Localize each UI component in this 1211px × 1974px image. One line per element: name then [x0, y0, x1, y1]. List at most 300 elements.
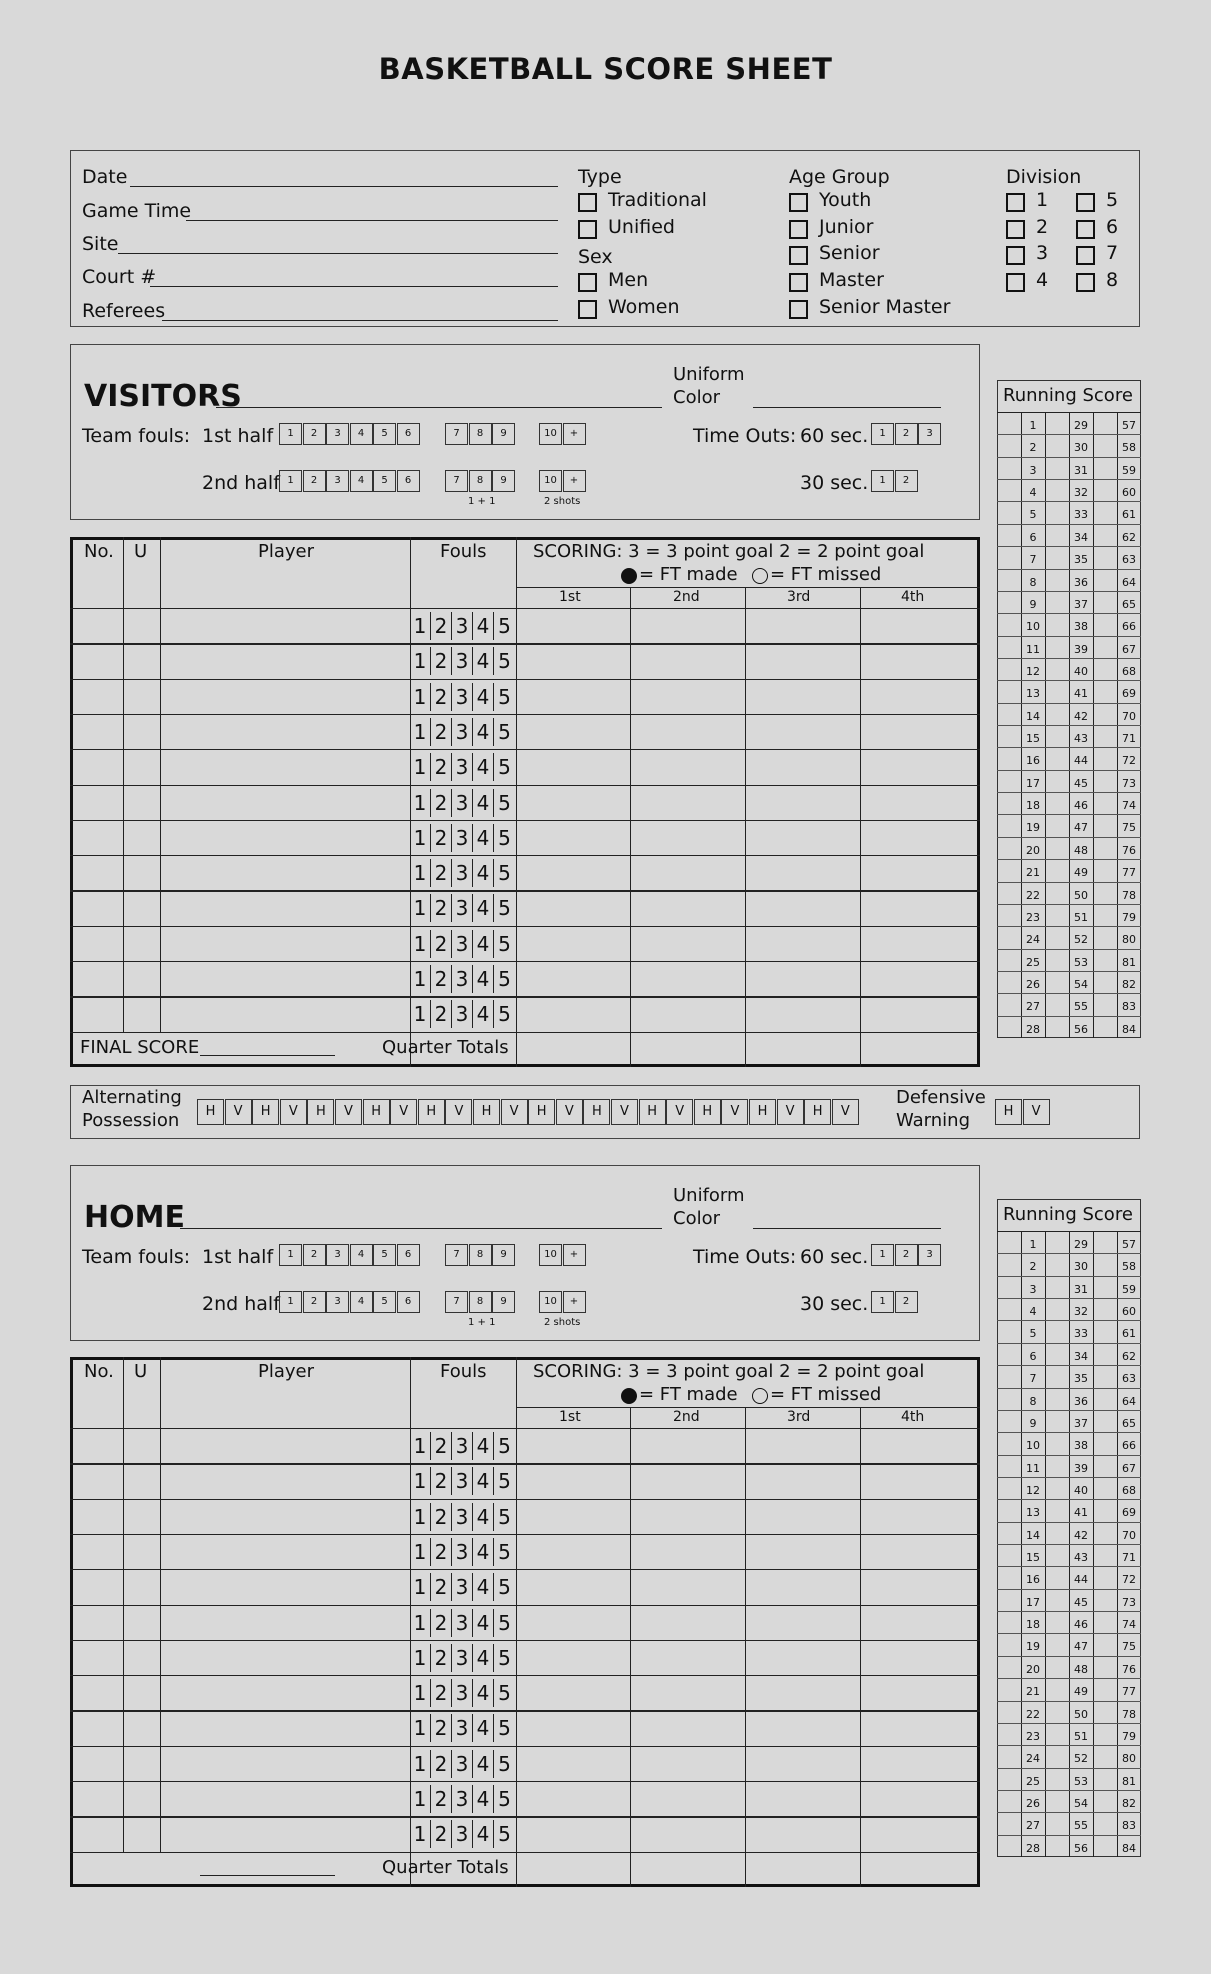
foul-number[interactable]: 4 [473, 612, 494, 640]
visitors-timeout-30-box[interactable]: 2 [895, 470, 918, 492]
foul-number[interactable]: 5 [498, 790, 511, 815]
running-score-number[interactable]: 31 [1074, 1282, 1088, 1296]
running-score-number[interactable]: 69 [1122, 1506, 1136, 1520]
foul-number[interactable]: 1 [410, 965, 431, 993]
foul-number[interactable]: 5 [498, 1645, 511, 1670]
visitors-team-foul-box[interactable]: 8 [469, 423, 492, 445]
visitors-team-foul-box[interactable]: 5 [373, 470, 396, 492]
running-score-number[interactable]: 70 [1122, 709, 1136, 723]
division-option-checkbox[interactable] [1076, 273, 1095, 292]
foul-number[interactable]: 3 [452, 1609, 473, 1637]
visitors-timeout-60-box[interactable]: 1 [871, 423, 894, 445]
running-score-number[interactable]: 82 [1122, 977, 1136, 991]
running-score-number[interactable]: 2 [1029, 1260, 1037, 1274]
home-player-fouls[interactable] [410, 1820, 515, 1848]
running-score-number[interactable]: 64 [1122, 575, 1136, 589]
running-score-number[interactable]: 16 [1026, 1573, 1040, 1587]
running-score-number[interactable]: 19 [1026, 1640, 1040, 1654]
running-score-number[interactable]: 14 [1026, 1528, 1040, 1542]
running-score-number[interactable]: 81 [1122, 1774, 1136, 1788]
foul-number[interactable]: 2 [431, 1714, 452, 1742]
home-uniform-color-line[interactable] [753, 1228, 941, 1229]
possession-box-H[interactable]: H [694, 1099, 721, 1125]
running-score-number[interactable]: 47 [1074, 821, 1088, 835]
running-score-number[interactable]: 38 [1074, 1439, 1088, 1453]
age-option-checkbox[interactable] [789, 246, 808, 265]
foul-number[interactable]: 3 [452, 965, 473, 993]
running-score-number[interactable]: 68 [1122, 1483, 1136, 1497]
visitors-player-fouls[interactable] [410, 789, 515, 817]
running-score-number[interactable]: 67 [1122, 642, 1136, 656]
division-option-checkbox[interactable] [1006, 273, 1025, 292]
running-score-number[interactable]: 5 [1029, 1327, 1037, 1341]
running-score-number[interactable]: 41 [1074, 687, 1088, 701]
visitors-team-foul-box[interactable]: 4 [350, 423, 373, 445]
foul-number[interactable]: 2 [431, 753, 452, 781]
visitors-timeout-60-box[interactable]: 2 [895, 423, 918, 445]
visitors-player-fouls[interactable] [410, 859, 515, 887]
foul-number[interactable]: 4 [473, 1714, 494, 1742]
home-team-foul-box[interactable]: 3 [326, 1244, 349, 1266]
home-player-fouls[interactable] [410, 1503, 515, 1531]
visitors-team-foul-box[interactable]: 2 [303, 470, 326, 492]
possession-box-H[interactable]: H [749, 1099, 776, 1125]
running-score-number[interactable]: 11 [1026, 1461, 1040, 1475]
visitors-player-fouls[interactable] [410, 1000, 515, 1028]
foul-number[interactable]: 1 [410, 1000, 431, 1028]
visitors-player-fouls[interactable] [410, 753, 515, 781]
visitors-team-foul-box[interactable]: 7 [445, 470, 468, 492]
division-option-checkbox[interactable] [1006, 220, 1025, 239]
running-score-number[interactable]: 80 [1122, 933, 1136, 947]
home-team-foul-box[interactable]: 3 [326, 1291, 349, 1313]
running-score-number[interactable]: 7 [1029, 553, 1037, 567]
division-option-checkbox[interactable] [1076, 246, 1095, 265]
foul-number[interactable]: 4 [473, 1609, 494, 1637]
running-score-number[interactable]: 43 [1074, 732, 1088, 745]
running-score-number[interactable]: 52 [1074, 1752, 1088, 1766]
foul-number[interactable]: 2 [431, 894, 452, 922]
foul-number[interactable]: 2 [431, 1000, 452, 1028]
running-score-number[interactable]: 21 [1026, 1685, 1040, 1699]
running-score-number[interactable]: 4 [1029, 1305, 1037, 1319]
running-score-number[interactable]: 63 [1122, 1372, 1136, 1386]
foul-number[interactable]: 1 [410, 1503, 431, 1531]
running-score-number[interactable]: 60 [1122, 1305, 1136, 1319]
age-option-checkbox[interactable] [789, 273, 808, 292]
visitors-team-foul-box[interactable]: 10 [539, 423, 562, 445]
home-player-fouls[interactable] [410, 1750, 515, 1778]
home-team-name-line[interactable] [180, 1228, 662, 1229]
foul-number[interactable]: 4 [473, 1432, 494, 1460]
running-score-number[interactable]: 57 [1122, 1238, 1136, 1251]
running-score-number[interactable]: 63 [1122, 553, 1136, 567]
foul-number[interactable]: 1 [410, 753, 431, 781]
running-score-number[interactable]: 13 [1026, 1506, 1040, 1520]
running-score-number[interactable]: 35 [1074, 553, 1088, 567]
visitors-team-foul-box[interactable]: + [563, 470, 586, 492]
foul-number[interactable]: 4 [473, 718, 494, 746]
running-score-number[interactable]: 27 [1026, 1819, 1040, 1833]
running-score-number[interactable]: 84 [1122, 1841, 1136, 1855]
foul-number[interactable]: 5 [498, 755, 511, 780]
division-option-checkbox[interactable] [1006, 193, 1025, 212]
visitors-player-fouls[interactable] [410, 824, 515, 852]
running-score-number[interactable]: 50 [1074, 888, 1088, 902]
final-score-line[interactable] [200, 1875, 335, 1876]
foul-number[interactable]: 5 [498, 825, 511, 850]
possession-box-V[interactable]: V [335, 1099, 362, 1125]
foul-number[interactable]: 5 [498, 1539, 511, 1564]
visitors-team-foul-box[interactable]: 6 [397, 470, 420, 492]
visitors-uniform-color-line[interactable] [753, 407, 941, 408]
running-score-number[interactable]: 19 [1026, 821, 1040, 835]
division-option-checkbox[interactable] [1006, 246, 1025, 265]
visitors-player-fouls[interactable] [410, 612, 515, 640]
foul-number[interactable]: 1 [410, 859, 431, 887]
visitors-team-foul-box[interactable]: 4 [350, 470, 373, 492]
running-score-number[interactable]: 29 [1074, 1238, 1088, 1251]
possession-box-H[interactable]: H [528, 1099, 555, 1125]
running-score-number[interactable]: 9 [1029, 597, 1037, 611]
visitors-team-foul-box[interactable]: 5 [373, 423, 396, 445]
running-score-number[interactable]: 20 [1026, 1662, 1040, 1676]
foul-number[interactable]: 1 [410, 718, 431, 746]
running-score-number[interactable]: 39 [1074, 1461, 1088, 1475]
type-option-checkbox[interactable] [578, 193, 597, 212]
foul-number[interactable]: 3 [452, 718, 473, 746]
running-score-number[interactable]: 53 [1074, 955, 1088, 969]
running-score-number[interactable]: 58 [1122, 441, 1136, 455]
running-score-number[interactable]: 3 [1029, 1282, 1037, 1296]
visitors-team-foul-box[interactable]: 10 [539, 470, 562, 492]
running-score-number[interactable]: 33 [1074, 508, 1088, 522]
foul-number[interactable]: 3 [452, 1714, 473, 1742]
home-team-foul-box[interactable]: 5 [373, 1291, 396, 1313]
defensive-warning-box-H[interactable]: H [995, 1099, 1022, 1125]
possession-box-V[interactable]: V [501, 1099, 528, 1125]
running-score-number[interactable]: 59 [1122, 1282, 1136, 1296]
division-option-checkbox[interactable] [1076, 220, 1095, 239]
running-score-number[interactable]: 11 [1026, 642, 1040, 656]
running-score-number[interactable]: 72 [1122, 1573, 1136, 1587]
foul-number[interactable]: 4 [473, 647, 494, 675]
running-score-number[interactable]: 15 [1026, 1551, 1040, 1564]
running-score-number[interactable]: 32 [1074, 486, 1088, 500]
running-score-number[interactable]: 22 [1026, 888, 1040, 902]
foul-number[interactable]: 3 [452, 1000, 473, 1028]
foul-number[interactable]: 3 [452, 789, 473, 817]
possession-box-V[interactable]: V [280, 1099, 307, 1125]
running-score-number[interactable]: 33 [1074, 1327, 1088, 1341]
running-score-number[interactable]: 44 [1074, 1573, 1088, 1587]
running-score-number[interactable]: 8 [1029, 575, 1037, 589]
running-score-number[interactable]: 25 [1026, 955, 1040, 969]
foul-number[interactable]: 1 [410, 824, 431, 852]
foul-number[interactable]: 3 [452, 1750, 473, 1778]
running-score-number[interactable]: 65 [1122, 597, 1136, 611]
running-score-number[interactable]: 71 [1122, 732, 1136, 745]
running-score-number[interactable]: 16 [1026, 754, 1040, 768]
running-score-number[interactable]: 47 [1074, 1640, 1088, 1654]
running-score-number[interactable]: 59 [1122, 463, 1136, 477]
foul-number[interactable]: 2 [431, 1573, 452, 1601]
foul-number[interactable]: 5 [498, 649, 511, 674]
running-score-number[interactable]: 3 [1029, 463, 1037, 477]
running-score-number[interactable]: 49 [1074, 1685, 1088, 1699]
running-score-number[interactable]: 30 [1074, 441, 1088, 455]
foul-number[interactable]: 1 [410, 1573, 431, 1601]
foul-number[interactable]: 3 [452, 683, 473, 711]
foul-number[interactable]: 1 [410, 1609, 431, 1637]
foul-number[interactable]: 2 [431, 1538, 452, 1566]
running-score-number[interactable]: 2 [1029, 441, 1037, 455]
foul-number[interactable]: 5 [498, 1787, 511, 1811]
possession-box-V[interactable]: V [225, 1099, 252, 1125]
running-score-number[interactable]: 64 [1122, 1394, 1136, 1408]
foul-number[interactable]: 2 [431, 1785, 452, 1813]
foul-number[interactable]: 4 [473, 1644, 494, 1672]
running-score-number[interactable]: 77 [1122, 866, 1136, 880]
foul-number[interactable]: 4 [473, 683, 494, 711]
running-score-number[interactable]: 7 [1029, 1372, 1037, 1386]
foul-number[interactable]: 1 [410, 1785, 431, 1813]
foul-number[interactable]: 5 [498, 1716, 511, 1741]
running-score-number[interactable]: 6 [1029, 530, 1037, 544]
running-score-number[interactable]: 40 [1074, 664, 1088, 678]
running-score-number[interactable]: 66 [1122, 620, 1136, 634]
running-score-number[interactable]: 74 [1122, 799, 1136, 813]
running-score-number[interactable]: 29 [1074, 419, 1088, 432]
visitors-team-foul-box[interactable]: + [563, 423, 586, 445]
foul-number[interactable]: 5 [498, 931, 511, 956]
possession-box-H[interactable]: H [639, 1099, 666, 1125]
foul-number[interactable]: 4 [473, 965, 494, 993]
running-score-number[interactable]: 36 [1074, 575, 1088, 589]
running-score-number[interactable]: 18 [1026, 1618, 1040, 1632]
visitors-player-fouls[interactable] [410, 965, 515, 993]
running-score-number[interactable]: 34 [1074, 530, 1088, 544]
foul-number[interactable]: 5 [498, 1751, 511, 1776]
field-line[interactable] [186, 220, 558, 221]
foul-number[interactable]: 2 [431, 930, 452, 958]
possession-box-H[interactable]: H [804, 1099, 831, 1125]
home-team-foul-box[interactable]: 1 [279, 1291, 302, 1313]
possession-box-V[interactable]: V [611, 1099, 638, 1125]
running-score-number[interactable]: 78 [1122, 1707, 1136, 1721]
foul-number[interactable]: 3 [452, 1679, 473, 1707]
visitors-player-fouls[interactable] [410, 894, 515, 922]
running-score-number[interactable]: 34 [1074, 1349, 1088, 1363]
foul-number[interactable]: 1 [410, 1644, 431, 1672]
running-score-number[interactable]: 25 [1026, 1774, 1040, 1788]
foul-number[interactable]: 4 [473, 1750, 494, 1778]
running-score-number[interactable]: 81 [1122, 955, 1136, 969]
running-score-number[interactable]: 45 [1074, 1595, 1088, 1609]
visitors-team-foul-box[interactable]: 1 [279, 423, 302, 445]
home-team-foul-box[interactable]: 9 [492, 1244, 515, 1266]
foul-number[interactable]: 3 [452, 1503, 473, 1531]
foul-number[interactable]: 3 [452, 647, 473, 675]
running-score-number[interactable]: 30 [1074, 1260, 1088, 1274]
home-player-fouls[interactable] [410, 1573, 515, 1601]
sex-option-checkbox[interactable] [578, 300, 597, 319]
foul-number[interactable]: 1 [410, 683, 431, 711]
home-player-fouls[interactable] [410, 1644, 515, 1672]
foul-number[interactable]: 4 [473, 753, 494, 781]
running-score-number[interactable]: 76 [1122, 1662, 1136, 1676]
foul-number[interactable]: 1 [410, 1432, 431, 1460]
foul-number[interactable]: 2 [431, 647, 452, 675]
running-score-number[interactable]: 56 [1074, 1841, 1088, 1855]
home-player-fouls[interactable] [410, 1714, 515, 1742]
foul-number[interactable]: 1 [410, 1679, 431, 1707]
field-line[interactable] [162, 320, 558, 321]
running-score-number[interactable]: 4 [1029, 486, 1037, 500]
home-player-fouls[interactable] [410, 1785, 515, 1813]
home-team-foul-box[interactable]: 7 [445, 1291, 468, 1313]
foul-number[interactable]: 4 [473, 1000, 494, 1028]
running-score-number[interactable]: 51 [1074, 910, 1088, 924]
foul-number[interactable]: 3 [452, 1573, 473, 1601]
foul-number[interactable]: 2 [431, 1503, 452, 1531]
home-timeout-60-box[interactable]: 1 [871, 1244, 894, 1266]
foul-number[interactable]: 2 [431, 1467, 452, 1495]
home-timeout-60-box[interactable]: 2 [895, 1244, 918, 1266]
visitors-team-foul-box[interactable]: 1 [279, 470, 302, 492]
running-score-number[interactable]: 36 [1074, 1394, 1088, 1408]
home-timeout-30-box[interactable]: 1 [871, 1291, 894, 1313]
running-score-number[interactable]: 83 [1122, 1000, 1136, 1014]
foul-number[interactable]: 1 [410, 1820, 431, 1848]
visitors-player-fouls[interactable] [410, 718, 515, 746]
running-score-number[interactable]: 67 [1122, 1461, 1136, 1475]
running-score-number[interactable]: 78 [1122, 888, 1136, 902]
visitors-team-foul-box[interactable]: 9 [492, 470, 515, 492]
running-score-number[interactable]: 82 [1122, 1796, 1136, 1810]
foul-number[interactable]: 2 [431, 1432, 452, 1460]
running-score-number[interactable]: 52 [1074, 933, 1088, 947]
home-team-foul-box[interactable]: 7 [445, 1244, 468, 1266]
foul-number[interactable]: 2 [431, 1609, 452, 1637]
running-score-number[interactable]: 26 [1026, 977, 1040, 991]
home-team-foul-box[interactable]: 6 [397, 1291, 420, 1313]
foul-number[interactable]: 5 [498, 1469, 511, 1494]
running-score-number[interactable]: 9 [1029, 1416, 1037, 1430]
foul-number[interactable]: 5 [498, 1434, 511, 1458]
running-score-number[interactable]: 66 [1122, 1439, 1136, 1453]
running-score-number[interactable]: 54 [1074, 977, 1088, 991]
home-team-foul-box[interactable]: 10 [539, 1244, 562, 1266]
foul-number[interactable]: 1 [410, 1714, 431, 1742]
possession-box-V[interactable]: V [832, 1099, 859, 1125]
running-score-number[interactable]: 46 [1074, 799, 1088, 813]
foul-number[interactable]: 5 [498, 1681, 511, 1706]
running-score-number[interactable]: 37 [1074, 1416, 1088, 1430]
running-score-number[interactable]: 12 [1026, 1483, 1040, 1497]
foul-number[interactable]: 4 [473, 894, 494, 922]
home-team-foul-box[interactable]: 5 [373, 1244, 396, 1266]
foul-number[interactable]: 4 [473, 824, 494, 852]
field-line[interactable] [150, 286, 558, 287]
foul-number[interactable]: 4 [473, 789, 494, 817]
running-score-number[interactable]: 55 [1074, 1819, 1088, 1833]
running-score-number[interactable]: 46 [1074, 1618, 1088, 1632]
foul-number[interactable]: 2 [431, 718, 452, 746]
running-score-number[interactable]: 45 [1074, 776, 1088, 790]
running-score-number[interactable]: 10 [1026, 620, 1040, 634]
running-score-number[interactable]: 27 [1026, 1000, 1040, 1014]
possession-box-H[interactable]: H [363, 1099, 390, 1125]
foul-number[interactable]: 4 [473, 1503, 494, 1531]
home-team-foul-box[interactable]: 8 [469, 1291, 492, 1313]
running-score-number[interactable]: 77 [1122, 1685, 1136, 1699]
home-team-foul-box[interactable]: 2 [303, 1291, 326, 1313]
visitors-team-foul-box[interactable]: 8 [469, 470, 492, 492]
running-score-number[interactable]: 75 [1122, 821, 1136, 835]
running-score-number[interactable]: 56 [1074, 1022, 1088, 1036]
running-score-number[interactable]: 73 [1122, 776, 1136, 790]
foul-number[interactable]: 1 [410, 894, 431, 922]
visitors-team-foul-box[interactable]: 3 [326, 423, 349, 445]
foul-number[interactable]: 3 [452, 612, 473, 640]
possession-box-V[interactable]: V [721, 1099, 748, 1125]
division-option-checkbox[interactable] [1076, 193, 1095, 212]
home-team-foul-box[interactable]: 4 [350, 1244, 373, 1266]
possession-box-H[interactable]: H [197, 1099, 224, 1125]
visitors-timeout-30-box[interactable]: 1 [871, 470, 894, 492]
sex-option-checkbox[interactable] [578, 273, 597, 292]
running-score-number[interactable]: 49 [1074, 866, 1088, 880]
foul-number[interactable]: 4 [473, 1679, 494, 1707]
home-team-foul-box[interactable]: 10 [539, 1291, 562, 1313]
running-score-number[interactable]: 71 [1122, 1551, 1136, 1564]
foul-number[interactable]: 4 [473, 930, 494, 958]
running-score-number[interactable]: 60 [1122, 486, 1136, 500]
foul-number[interactable]: 4 [473, 1467, 494, 1495]
running-score-number[interactable]: 35 [1074, 1372, 1088, 1386]
possession-box-V[interactable]: V [666, 1099, 693, 1125]
type-option-checkbox[interactable] [578, 220, 597, 239]
home-timeout-60-box[interactable]: 3 [918, 1244, 941, 1266]
running-score-number[interactable]: 17 [1026, 1595, 1040, 1609]
home-team-foul-box[interactable]: 4 [350, 1291, 373, 1313]
running-score-number[interactable]: 32 [1074, 1305, 1088, 1319]
foul-number[interactable]: 3 [452, 1644, 473, 1672]
running-score-number[interactable]: 74 [1122, 1618, 1136, 1632]
running-score-number[interactable]: 13 [1026, 687, 1040, 701]
age-option-checkbox[interactable] [789, 300, 808, 319]
foul-number[interactable]: 1 [410, 1538, 431, 1566]
possession-box-H[interactable]: H [583, 1099, 610, 1125]
running-score-number[interactable]: 39 [1074, 642, 1088, 656]
running-score-number[interactable]: 38 [1074, 620, 1088, 634]
visitors-team-foul-box[interactable]: 6 [397, 423, 420, 445]
foul-number[interactable]: 5 [498, 1610, 511, 1635]
foul-number[interactable]: 3 [452, 859, 473, 887]
foul-number[interactable]: 1 [410, 930, 431, 958]
running-score-number[interactable]: 76 [1122, 843, 1136, 857]
field-line[interactable] [130, 186, 558, 187]
foul-number[interactable]: 1 [410, 1750, 431, 1778]
running-score-number[interactable]: 23 [1026, 1729, 1040, 1743]
running-score-number[interactable]: 42 [1074, 709, 1088, 723]
foul-number[interactable]: 5 [498, 967, 511, 991]
foul-number[interactable]: 5 [498, 719, 511, 744]
possession-box-V[interactable]: V [556, 1099, 583, 1125]
foul-number[interactable]: 4 [473, 859, 494, 887]
running-score-number[interactable]: 14 [1026, 709, 1040, 723]
